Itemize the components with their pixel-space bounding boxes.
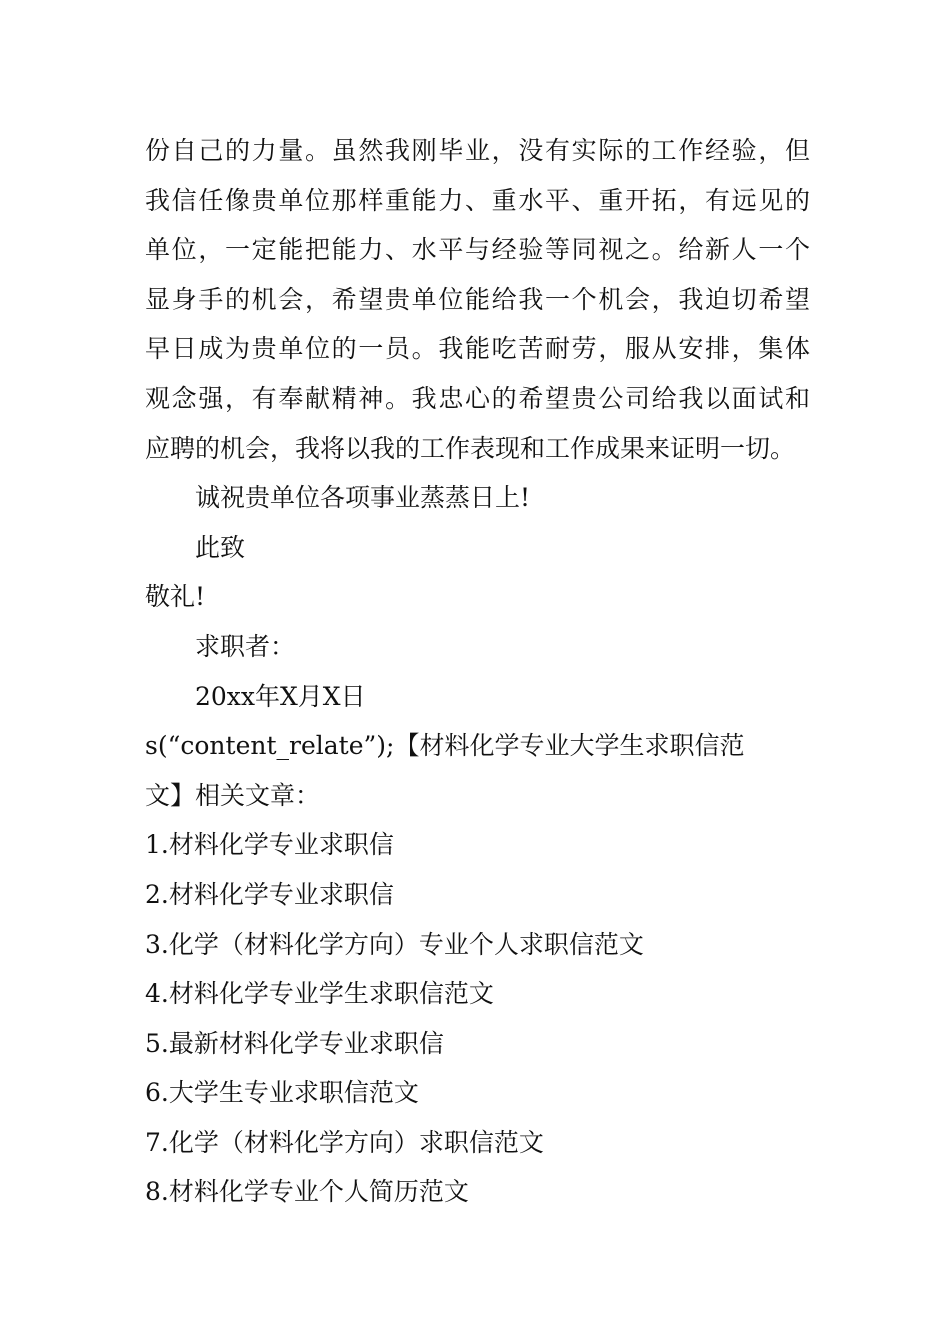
related-link[interactable]: 3.化学（材料化学方向）专业个人求职信范文: [145, 929, 644, 959]
related-articles: [145, 721, 810, 1217]
related-link[interactable]: 8.材料化学专业个人简历范文: [145, 1177, 469, 1207]
body-line: 早日成为贵单位的一员。我能吃苦耐劳，服从安排，集体: [145, 334, 810, 364]
body-line: 份自己的力量。虽然我刚毕业，没有实际的工作经验，但: [145, 136, 810, 165]
closing-salutation: 此致: [195, 532, 246, 562]
related-link[interactable]: 1.材料化学专业求职信: [145, 830, 394, 860]
related-link[interactable]: 4.材料化学专业学生求职信范文: [145, 979, 494, 1009]
applicant-label: 求职者：: [195, 631, 296, 661]
related-link[interactable]: 5.最新材料化学专业求职信: [145, 1028, 444, 1058]
body-line: 单位，一定能把能力、水平与经验等同视之。给新人一个: [145, 235, 810, 265]
related-link[interactable]: 2.材料化学专业求职信: [145, 879, 394, 909]
body-line: 观念强，有奉献精神。我忠心的希望贵公司给我以面试和: [145, 383, 810, 413]
body-line: 显身手的机会，希望贵单位能给我一个机会，我迫切希望: [145, 284, 810, 314]
document-page: [145, 126, 810, 1217]
related-heading-continued: 文】相关文章：: [145, 780, 321, 810]
body-line: 我信任像贵单位那样重能力、重水平、重开拓，有远见的: [145, 185, 810, 215]
closing-respect: 敬礼!: [145, 582, 206, 612]
letter-date: 20xx年X月X日: [195, 681, 366, 711]
related-heading: s(“content_relate”);【材料化学专业大学生求职信范: [145, 731, 745, 761]
letter-closing: [145, 473, 810, 721]
letter-body: [145, 126, 810, 473]
closing-wish: 诚祝贵单位各项事业蒸蒸日上!: [195, 483, 531, 513]
related-link[interactable]: 7.化学（材料化学方向）求职信范文: [145, 1127, 544, 1157]
body-line: 应聘的机会，我将以我的工作表现和工作成果来证明一切。: [145, 433, 796, 463]
related-link[interactable]: 6.大学生专业求职信范文: [145, 1078, 419, 1108]
